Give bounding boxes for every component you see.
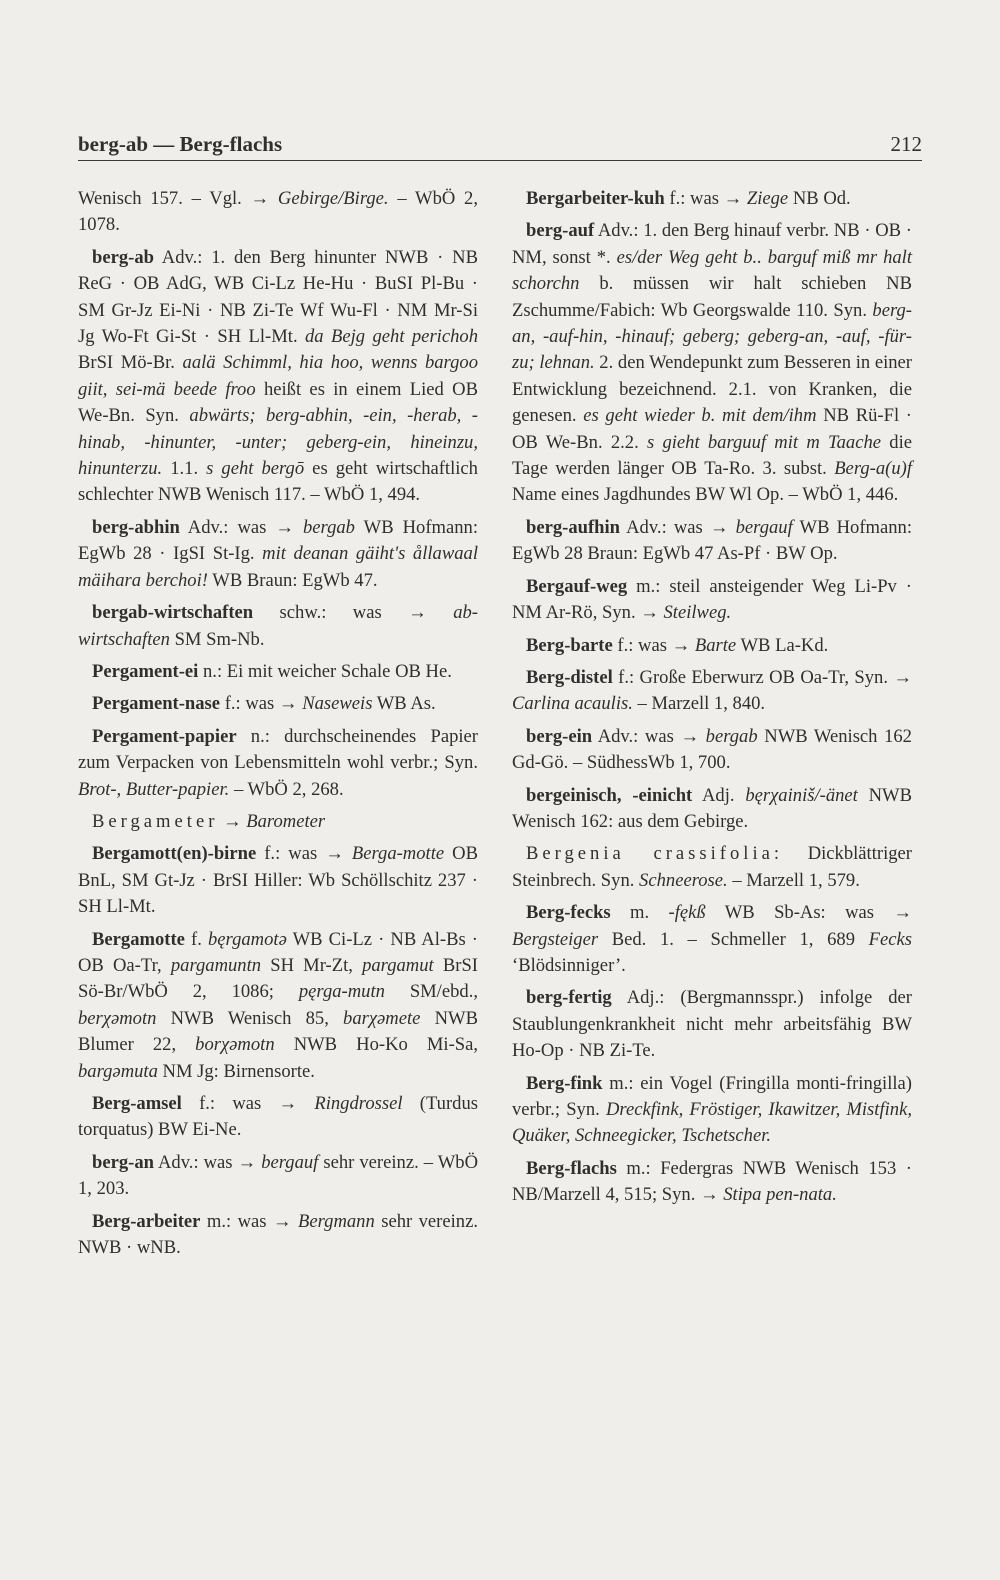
headword: Pergament-nase	[92, 693, 221, 715]
entry-text: →	[218, 810, 247, 832]
italic-text: Bergsteiger	[512, 928, 599, 950]
entry-text: es geht wirtschaftlich schlechter NWB Wenisch 117. – WbÖ 1, 494.	[78, 458, 478, 506]
entry-text: Wenisch 157. – Vgl. →	[78, 188, 278, 209]
entry-text: m.: Federgras NWB Wenisch 153 · NB/Marzell 4, 515; Syn. →	[512, 1157, 912, 1206]
dictionary-entry	[78, 659, 478, 685]
headword: bergab-wirtschaften	[92, 602, 254, 624]
entry-text: Adv.: was →	[620, 516, 736, 538]
headword: Berg-fink	[526, 1072, 603, 1094]
entry-text: heißt es in einem Lied OB We-Bn. Syn.	[78, 378, 478, 427]
headword: Bergamotte	[92, 928, 185, 950]
dictionary-entry	[78, 1150, 478, 1203]
entry-text: Bed. 1. – Schmeller 1, 689	[598, 928, 869, 950]
headword: bergeinisch, -einicht	[526, 784, 693, 806]
italic-text: pargamuntn	[170, 954, 262, 976]
italic-text: Stipa pen-nata.	[723, 1184, 837, 1206]
italic-text: bergab	[302, 516, 355, 538]
entry-text: m.: ein Vogel (Fringilla monti-fringilla) verbr.; Syn.	[512, 1072, 912, 1120]
italic-text: barχəmete	[343, 1007, 421, 1029]
italic-text: Berga-motte	[351, 843, 445, 865]
entry-text: – WbÖ 2, 268.	[229, 778, 344, 800]
dictionary-entry	[78, 515, 478, 594]
entry-text: – Marzell 1, 579.	[727, 869, 860, 891]
dictionary-entry	[78, 186, 478, 239]
entry-text: NB Rü-Fl · OB We-Bn. 2.2.	[512, 405, 912, 453]
headword: Pergament-papier	[92, 725, 237, 747]
entry-text: WB Braun: EgWb 47.	[207, 569, 378, 591]
dictionary-entry	[512, 1071, 912, 1150]
entry-text: NWB Wenisch 162: aus dem Gebirge.	[512, 784, 913, 832]
entry-text: f.: was →	[664, 188, 747, 209]
headword: Pergament-ei	[92, 660, 199, 682]
spaced-headword: Bergameter	[92, 810, 219, 832]
dictionary-entry	[78, 1091, 478, 1144]
italic-text: abwärts; berg-abhin, -ein, -herab, -hinab, -hinunter, -unter; geberg-ein, hineinzu, hinunterzu.	[78, 405, 478, 480]
dictionary-entry	[512, 218, 912, 508]
headword: berg-aufhin	[526, 516, 621, 538]
italic-text: ab-wirtschaften	[78, 602, 478, 650]
entry-text: WB Hofmann: EgWb 28 Braun: EgWb 47 As-Pf · BW Op.	[512, 516, 912, 565]
italic-text: Berg-a(u)f	[834, 458, 912, 480]
entry-text: Dickblättriger Steinbrech. Syn.	[512, 843, 912, 891]
entry-text: Adv.: was →	[592, 725, 706, 747]
entry-text: WB La-Kd.	[736, 634, 829, 656]
entry-text: WB Ci-Lz · NB Al-Bs · OB Oa-Tr,	[78, 928, 478, 976]
entry-text: Adj.	[692, 784, 746, 806]
italic-text: Carlina acaulis.	[512, 693, 633, 715]
left-column	[78, 186, 478, 1267]
page-header	[78, 132, 922, 161]
italic-text: Schneerose.	[639, 869, 728, 891]
italic-text: bargəmuta	[78, 1060, 158, 1082]
dictionary-entry	[78, 927, 478, 1085]
italic-text: Ringdrossel	[314, 1093, 403, 1114]
headword: berg-abhin	[92, 516, 180, 538]
italic-text: berχəmotn	[78, 1007, 157, 1029]
italic-text: bęrχainiš/-änet	[745, 784, 858, 806]
entry-text: BrSI Mö-Br.	[78, 352, 183, 374]
right-column	[512, 186, 912, 1215]
headword: Bergamott(en)-birne	[92, 843, 257, 865]
italic-text: s gieht barguuf mit m Taache	[646, 431, 882, 453]
entry-text: f.	[184, 928, 208, 950]
entry-text: b. müssen wir halt schieben NB Zschumme/Fabich: Wb Georgswalde 110. Syn.	[512, 273, 912, 321]
headword: Bergarbeiter-kuh	[526, 188, 665, 209]
entry-text: NWB Wenisch 85,	[156, 1007, 344, 1029]
italic-text: aalä Schimml, hia hoo, wenns bargoo giit, sei-mä beede froo	[78, 352, 478, 400]
dictionary-entry	[78, 691, 478, 717]
headword: berg-an	[92, 1151, 154, 1173]
entry-text: n.: durchscheinendes Papier zum Verpacken von Lebensmitteln wohl verbr.; Syn.	[78, 725, 478, 774]
dictionary-entry	[512, 633, 912, 659]
italic-text: Fecks	[868, 928, 912, 950]
entry-text: f.: was →	[612, 634, 695, 656]
italic-text: Steilweg.	[663, 602, 732, 624]
spaced-headword: Bergenia crassifolia:	[526, 843, 784, 865]
dictionary-entry	[512, 841, 912, 894]
italic-text: da Bejg geht perichoh	[305, 326, 478, 348]
headword: berg-auf	[526, 220, 595, 242]
entry-text: NB Od.	[788, 188, 851, 209]
entry-text: m.: steil ansteigender Weg Li-Pv · NM Ar-Rö, Syn. →	[512, 575, 912, 624]
entry-text: WB Sb-As: was →	[705, 902, 912, 924]
dictionary-entry	[512, 900, 912, 979]
headword: Berg-flachs	[526, 1157, 617, 1179]
entry-text: OB BnL, SM Gt-Jz · BrSI Hiller: Wb Schöllschitz 237 · SH Ll-Mt.	[78, 843, 478, 918]
entry-text: f.: was →	[181, 1093, 315, 1114]
dictionary-entry	[512, 186, 912, 212]
entry-text: sehr vereinz. – WbÖ 1, 203.	[78, 1151, 478, 1200]
entry-text: WB As.	[372, 693, 436, 715]
headword: Bergauf-weg	[526, 575, 628, 597]
italic-text: Naseweis	[302, 693, 373, 715]
dictionary-entry	[512, 1156, 912, 1209]
italic-text: es geht wieder b. mit dem/ihm	[583, 405, 817, 427]
italic-text: bergauf	[735, 516, 793, 538]
entry-text: sehr vereinz. NWB · wNB.	[78, 1210, 478, 1259]
entry-text: SM Sm-Nb.	[169, 628, 265, 650]
entry-text: die Tage werden länger OB Ta-Ro. 3. subst.	[512, 431, 912, 480]
headword: Berg-distel	[526, 666, 613, 688]
dictionary-entry	[512, 515, 912, 568]
entry-text: m.	[610, 902, 669, 924]
italic-text: bergab	[705, 725, 758, 747]
entry-text: f.: Große Eberwurz OB Oa-Tr, Syn. →	[612, 666, 912, 688]
entry-text: NWB Blumer 22,	[78, 1007, 478, 1056]
entry-text: NWB Ho-Ko Mi-Sa,	[274, 1034, 478, 1056]
italic-text: Bergmann	[297, 1210, 375, 1232]
headword: Berg-arbeiter	[92, 1210, 201, 1232]
italic-text: -fękß	[668, 902, 706, 924]
running-title: berg-ab — Berg-flachs	[78, 132, 283, 156]
italic-text: Dreckfink, Fröstiger, Ikawitzer, Mistfink, Quäker, Schneegicker, Tschetscher.	[512, 1099, 912, 1147]
headword: Berg-barte	[526, 634, 613, 656]
entry-text: ‘Blödsinniger’.	[512, 954, 626, 976]
entry-text: – WbÖ 2, 1078.	[78, 188, 478, 236]
italic-text: berg-an, -auf-hin, -hinauf; geberg; geberg-an, -auf, -für-zu; lehnan.	[512, 299, 912, 374]
entry-text: f.: was →	[256, 843, 352, 865]
dictionary-entry	[512, 724, 912, 777]
dictionary-entry	[512, 783, 912, 836]
italic-text: Barometer	[246, 810, 326, 832]
headword: Berg-fecks	[526, 902, 611, 924]
entry-text: 1.1.	[162, 458, 207, 480]
entry-text: NWB Wenisch 162 Gd-Gö. – SüdhessWb 1, 700.	[512, 725, 912, 774]
entry-text: SM/ebd.,	[384, 981, 478, 1003]
entry-text: Name eines Jagdhundes BW Wl Op. – WbÖ 1, 446.	[512, 484, 899, 506]
italic-text: s geht bergō	[206, 458, 305, 480]
italic-text: Barte	[694, 634, 737, 656]
italic-text: pęrga-mutn	[298, 981, 385, 1003]
entry-text: NM Jg: Birnensorte.	[157, 1060, 315, 1082]
entry-text: BrSI Sö-Br/WbÖ 2, 1086;	[78, 954, 478, 1003]
entry-text: Adv.: 1. den Berg hinauf verbr. NB · OB · NM, sonst *.	[512, 220, 912, 268]
entry-text: Adj.: (Bergmannsspr.) infolge der Staublungenkrankheit nicht mehr arbeitsfähig BW Ho-Op · NB Zi-Te.	[512, 987, 912, 1062]
dictionary-entry	[78, 245, 478, 509]
dictionary-entry	[78, 809, 478, 835]
dictionary-entry	[78, 1209, 478, 1262]
entry-text: Adv.: was →	[153, 1151, 262, 1173]
entry-text: f.: was →	[220, 693, 303, 715]
entry-text: SH Mr-Zt,	[261, 954, 363, 976]
entry-text: schw.: was →	[253, 602, 454, 624]
dictionary-entry	[78, 841, 478, 920]
headword: Berg-amsel	[92, 1093, 182, 1114]
italic-text: es/der Weg geht b.. barguf miß mr halt schorchn	[512, 246, 912, 295]
headword: berg-ein	[526, 725, 593, 747]
dictionary-entry	[512, 985, 912, 1064]
italic-text: pargamut	[362, 954, 434, 976]
italic-text: bęrgamotə	[207, 928, 287, 950]
dictionary-entry	[512, 665, 912, 718]
dictionary-entry	[78, 600, 478, 653]
dictionary-entry	[512, 574, 912, 627]
italic-text: Brot-, Butter-papier.	[78, 778, 230, 800]
headword: berg-fertig	[526, 987, 612, 1009]
entry-text: 2. den Wendepunkt zum Besseren in einer Entwicklung bezeichnend. 2.1. von Kranken, die genesen.	[512, 352, 912, 427]
entry-text: WB Hofmann: EgWb 28 · IgSI St-Ig.	[78, 516, 478, 565]
entry-text: (Turdus torquatus) BW Ei-Ne.	[78, 1093, 478, 1141]
dictionary-entry	[78, 724, 478, 803]
page-number: 212	[890, 132, 922, 156]
entry-text: n.: Ei mit weicher Schale OB He.	[198, 660, 452, 682]
entry-text: Adv.: 1. den Berg hinunter NWB · NB ReG · OB AdG, WB Ci-Lz He-Hu · BuSI Pl-Bu · SM Gr-Jz Ei-Ni · NB Zi-Te Wf Wu-Fl · NM Mr-Si Jg Wo-Ft Gi-St · SH Ll-Mt.	[78, 246, 478, 348]
entry-text: – Marzell 1, 840.	[632, 693, 766, 715]
italic-text: Ziege	[746, 188, 789, 209]
italic-text: mit deanan gäiht's ållawaal mäihara berchoi!	[78, 543, 479, 591]
entry-text: m.: was →	[200, 1210, 298, 1232]
italic-text: borχəmotn	[195, 1034, 275, 1056]
entry-text: Adv.: was →	[179, 516, 303, 538]
italic-text: Gebirge/Birge.	[277, 188, 389, 209]
headword: berg-ab	[92, 246, 154, 268]
italic-text: bergauf	[261, 1151, 319, 1173]
